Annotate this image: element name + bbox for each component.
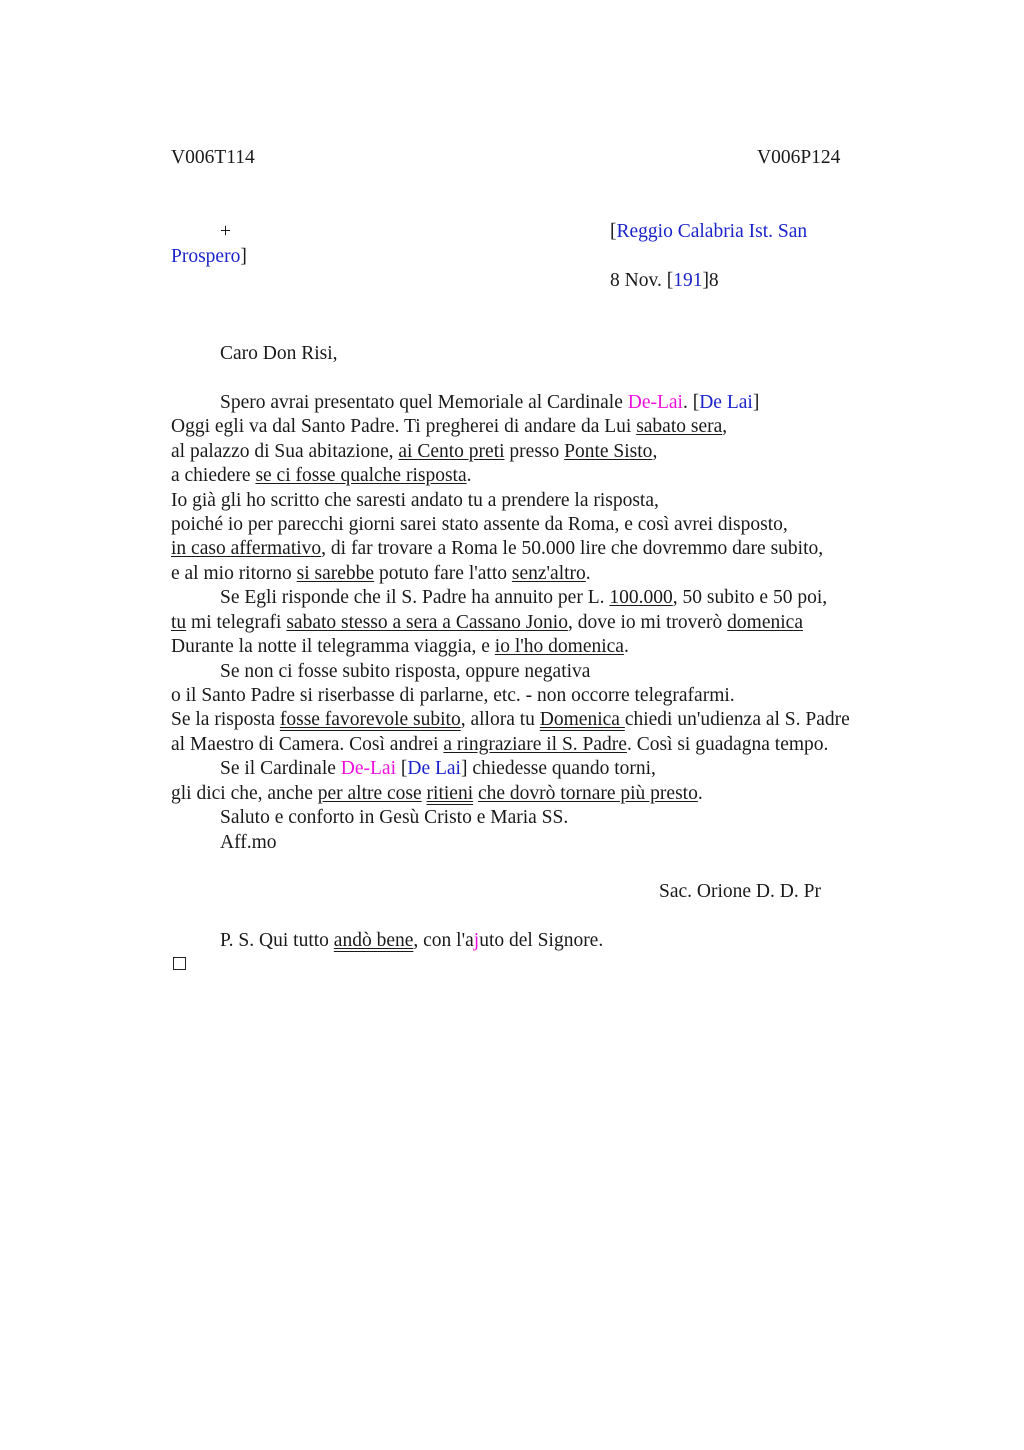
salutation: Caro Don Risi, [220,343,338,364]
body-line-3 [171,440,657,464]
t: uto del Signore. [479,930,604,951]
t: [ [395,758,408,779]
t: . [466,465,472,486]
t: , con l'a [413,930,474,951]
body-line-11 [171,635,629,659]
body-line-16 [220,757,656,781]
body-line-18: Saluto e conforto in Gesù Cristo e Maria SS. [220,807,569,828]
t: Spero avrai presentato quel Memoriale al Cardinale [220,392,628,413]
t: Oggi egli va dal Santo Padre. Ti pregherei di andare da Lui [171,416,637,437]
t: Durante la notte il telegramma viaggia, e [171,636,495,657]
double-underlined: fosse favorevole subito [279,709,461,730]
name-delai-alt: De Lai [407,758,461,779]
place-line-1 [610,220,807,244]
place-name: Reggio Calabria Ist. San [616,221,808,242]
t: presso [504,441,565,462]
date-suffix: ]8 [702,270,719,291]
underlined: senz'altro [511,563,586,584]
t: gli dici che, anche [171,783,318,804]
t: , [652,441,658,462]
underlined: si sarebbe [296,563,375,584]
double-underlined: Domenica [539,709,625,730]
body-line-15 [171,733,828,757]
t: ] [752,392,760,413]
body-line-8 [171,562,591,586]
body-line-10 [171,611,803,635]
name-delai-alt: De Lai [699,392,753,413]
place-name-cont: Prospero [171,246,241,267]
t: Se il Cardinale [220,758,341,779]
cross-mark: + [220,221,231,242]
t: al Maestro di Camera. Così andrei [171,734,444,755]
t: Se la risposta [171,709,280,730]
t: Se Egli risponde che il S. Padre ha annuito per L. [220,587,610,608]
t: e al mio ritorno [171,563,297,584]
t: a chiedere [171,465,256,486]
t: , dove io mi troverò [567,612,728,633]
body-line-12: Se non ci fosse subito risposta, oppure negativa [220,661,591,682]
underlined: io l'ho domenica [494,636,624,657]
t: P. S. Qui tutto [220,930,334,951]
double-underlined: ritieni [426,783,474,804]
place-line-2 [171,245,247,269]
underlined: che dovrò tornare più presto [478,783,698,804]
signature: Sac. Orione D. D. Pr [659,881,821,902]
t: , allora tu [460,709,540,730]
body-line-9 [220,586,827,610]
t: mi telegrafi [186,612,287,633]
t: . [623,636,629,657]
body-line-13: o il Santo Padre si riserbasse di parlarne, etc. - non occorre telegrafarmi. [171,685,735,706]
t: potuto fare l'atto [374,563,512,584]
inserted-letter: j [473,930,480,951]
body-line-19: Aff.mo [220,832,277,853]
body-line-2 [171,415,727,439]
date-year: 191 [673,270,703,291]
t: . [ [682,392,700,413]
name-delai: De-Lai [340,758,396,779]
underlined: in caso affermativo [171,538,322,559]
underlined: Ponte Sisto [564,441,653,462]
name-delai: De-Lai [627,392,683,413]
body-line-7 [171,537,823,561]
body-line-4 [171,464,472,488]
underlined: se ci fosse qualche risposta [255,465,467,486]
body-line-5: Io già gli ho scritto che saresti andato tu a prendere la risposta, [171,490,659,511]
left-code: V006T114 [171,147,255,168]
bracket: [ [610,221,617,242]
body-line-17 [171,782,703,806]
t: al palazzo di Sua abitazione, [171,441,399,462]
bracket: ] [240,246,247,267]
right-code: V006P124 [757,147,841,168]
t: , [722,416,728,437]
t: , di far trovare a Roma le 50.000 lire che dovremmo dare subito, [321,538,824,559]
double-underlined: andò bene [333,930,414,951]
postscript [220,929,603,953]
body-line-14 [171,708,850,732]
body-line-6: poiché io per parecchi giorni sarei stato assente da Roma, e così avrei disposto, [171,514,788,535]
underlined: per altre cose [317,783,422,804]
t: chiedi un'udienza al S. Padre [624,709,850,730]
underlined: sabato stesso a sera a Cassano Jonio [286,612,568,633]
t: , 50 subito e 50 poi, [672,587,828,608]
underlined: domenica [727,612,803,633]
end-box-icon [173,957,186,970]
t: . Così si guadagna tempo. [626,734,829,755]
underlined: ai Cento preti [398,441,505,462]
underlined: tu [171,612,187,633]
body-line-1 [220,391,759,415]
t: . [585,563,591,584]
t: . [697,783,703,804]
date-prefix: 8 Nov. [ [610,270,674,291]
t: ] chiedesse quando torni, [460,758,656,779]
underlined: sabato sera [636,416,723,437]
underlined: a ringraziare il S. Padre [443,734,627,755]
date-line [610,269,719,293]
underlined: 100.000 [609,587,673,608]
